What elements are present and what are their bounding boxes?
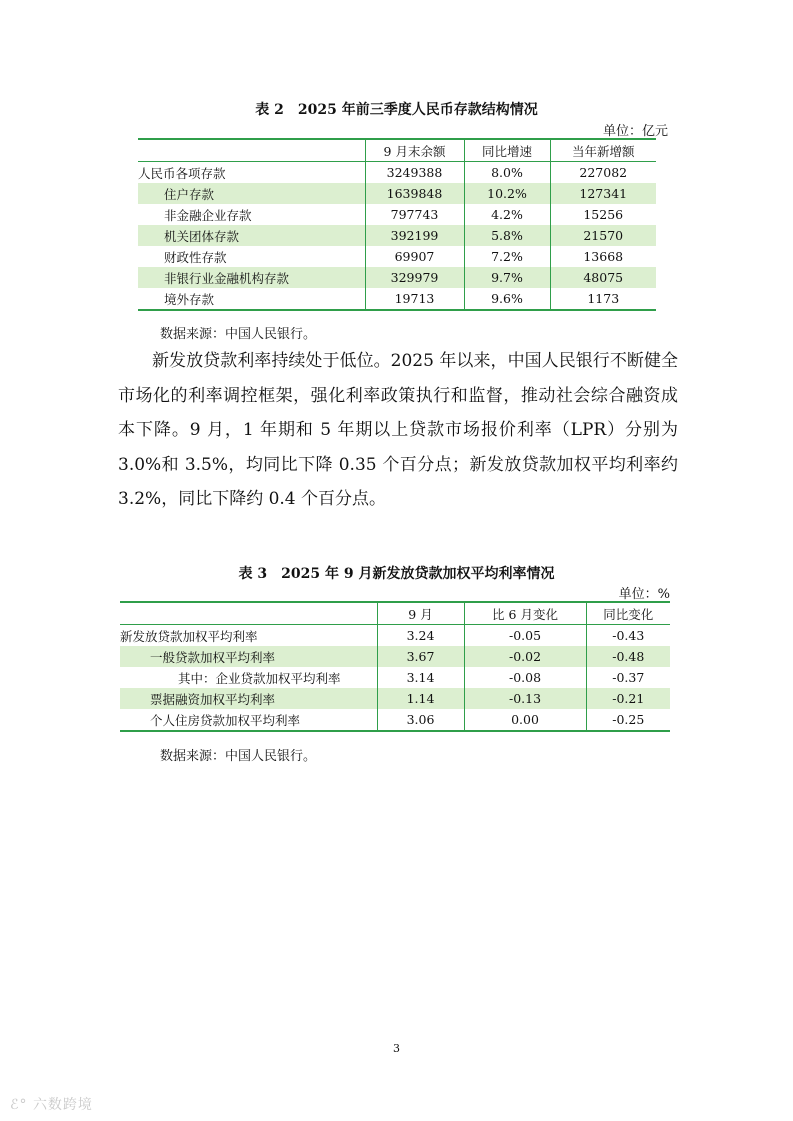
cell-growth: 5.8% (464, 225, 550, 246)
row-label: 境外存款 (164, 291, 215, 307)
row-label: 个人住房贷款加权平均利率 (150, 712, 301, 728)
cell-new: 15256 (550, 204, 656, 225)
cell-new: 48075 (550, 267, 656, 288)
row-label: 其中：企业贷款加权平均利率 (178, 670, 341, 686)
row-label: 住户存款 (138, 183, 365, 204)
paragraph-text: 新发放贷款利率持续处于低位。2025 年以来，中国人民银行不断健全市场化的利率调控框架，强化利率政策执行和监督，推动社会综合融资成本下降。9 月，1 年期和 5 年期以上贷款市场报价利率（LPR）分别为 3.0%和 3.5%，均同比下降 0.35 个百分点；新发放贷款加权平均利率约 3.2%，同比下降约 0.4 个百分点。 (118, 351, 678, 509)
table-row (120, 688, 670, 709)
cell-balance: 69907 (365, 246, 464, 267)
cell-yoy: -0.21 (586, 688, 670, 709)
table2-header-row (138, 139, 656, 162)
row-label: 财政性存款 (164, 249, 227, 265)
table-row (138, 183, 656, 204)
cell-balance: 392199 (365, 225, 464, 246)
row-label: 人民币各项存款 (138, 165, 226, 181)
table2-unit: 单位：亿元 (602, 124, 668, 139)
cell-vs-jun: -0.05 (464, 625, 586, 647)
table-row (138, 267, 656, 288)
watermark (10, 1094, 93, 1114)
table2-header-2: 同比增速 (464, 139, 550, 162)
table2 (138, 138, 656, 311)
table3-header-row (120, 602, 670, 625)
row-label: 新发放贷款加权平均利率 (120, 628, 258, 644)
cell-growth: 8.0% (464, 162, 550, 184)
table3 (120, 601, 670, 732)
cell-new: 127341 (550, 183, 656, 204)
cell-sep: 3.24 (377, 625, 464, 647)
table-row (138, 162, 656, 184)
cell-yoy: -0.37 (586, 667, 670, 688)
table2-title: 表 2 2025 年前三季度人民币存款结构情况 (255, 102, 538, 118)
cell-vs-jun: 0.00 (464, 709, 586, 731)
cell-vs-jun: -0.08 (464, 667, 586, 688)
table3-unit: 单位：% (618, 587, 670, 602)
table-row (120, 667, 670, 688)
cell-growth: 10.2% (464, 183, 550, 204)
table2-header-3: 当年新增额 (550, 139, 656, 162)
table-row (138, 225, 656, 246)
row-label: 非银行业金融机构存款 (138, 267, 365, 288)
cell-new: 21570 (550, 225, 656, 246)
table3-header-2: 比 6 月变化 (464, 602, 586, 625)
table3-header-0 (120, 602, 377, 625)
cell-new: 227082 (550, 162, 656, 184)
cell-sep: 3.67 (377, 646, 464, 667)
table-row (138, 246, 656, 267)
cell-sep: 1.14 (377, 688, 464, 709)
table-row (138, 204, 656, 225)
table-row (138, 288, 656, 310)
cell-growth: 7.2% (464, 246, 550, 267)
row-label: 一般贷款加权平均利率 (120, 646, 377, 667)
table3-title: 表 3 2025 年 9 月新发放贷款加权平均利率情况 (238, 566, 555, 582)
cell-yoy: -0.43 (586, 625, 670, 647)
cell-growth: 9.7% (464, 267, 550, 288)
body-paragraph (118, 344, 678, 517)
cell-balance: 329979 (365, 267, 464, 288)
table3-source: 数据来源：中国人民银行。 (160, 749, 317, 764)
cell-sep: 3.14 (377, 667, 464, 688)
table-row (120, 709, 670, 731)
page-number: 3 (393, 1042, 400, 1055)
cell-new: 1173 (550, 288, 656, 310)
cell-vs-jun: -0.02 (464, 646, 586, 667)
row-label: 机关团体存款 (138, 225, 365, 246)
table-row (120, 625, 670, 647)
cell-yoy: -0.25 (586, 709, 670, 731)
cell-balance: 3249388 (365, 162, 464, 184)
cell-balance: 1639848 (365, 183, 464, 204)
watermark-text: 六数跨境 (32, 1097, 93, 1113)
table-row (120, 646, 670, 667)
table2-source: 数据来源：中国人民银行。 (160, 327, 317, 342)
row-label: 非金融企业存款 (164, 207, 252, 223)
cell-vs-jun: -0.13 (464, 688, 586, 709)
table2-header-1: 9 月末余额 (365, 139, 464, 162)
cell-growth: 9.6% (464, 288, 550, 310)
cell-balance: 797743 (365, 204, 464, 225)
table3-header-1: 9 月 (377, 602, 464, 625)
table3-header-3: 同比变化 (586, 602, 670, 625)
watermark-logo-icon: ℰ° (10, 1097, 28, 1113)
cell-balance: 19713 (365, 288, 464, 310)
row-label: 票据融资加权平均利率 (120, 688, 377, 709)
cell-sep: 3.06 (377, 709, 464, 731)
cell-new: 13668 (550, 246, 656, 267)
table2-header-0 (138, 139, 365, 162)
cell-growth: 4.2% (464, 204, 550, 225)
cell-yoy: -0.48 (586, 646, 670, 667)
